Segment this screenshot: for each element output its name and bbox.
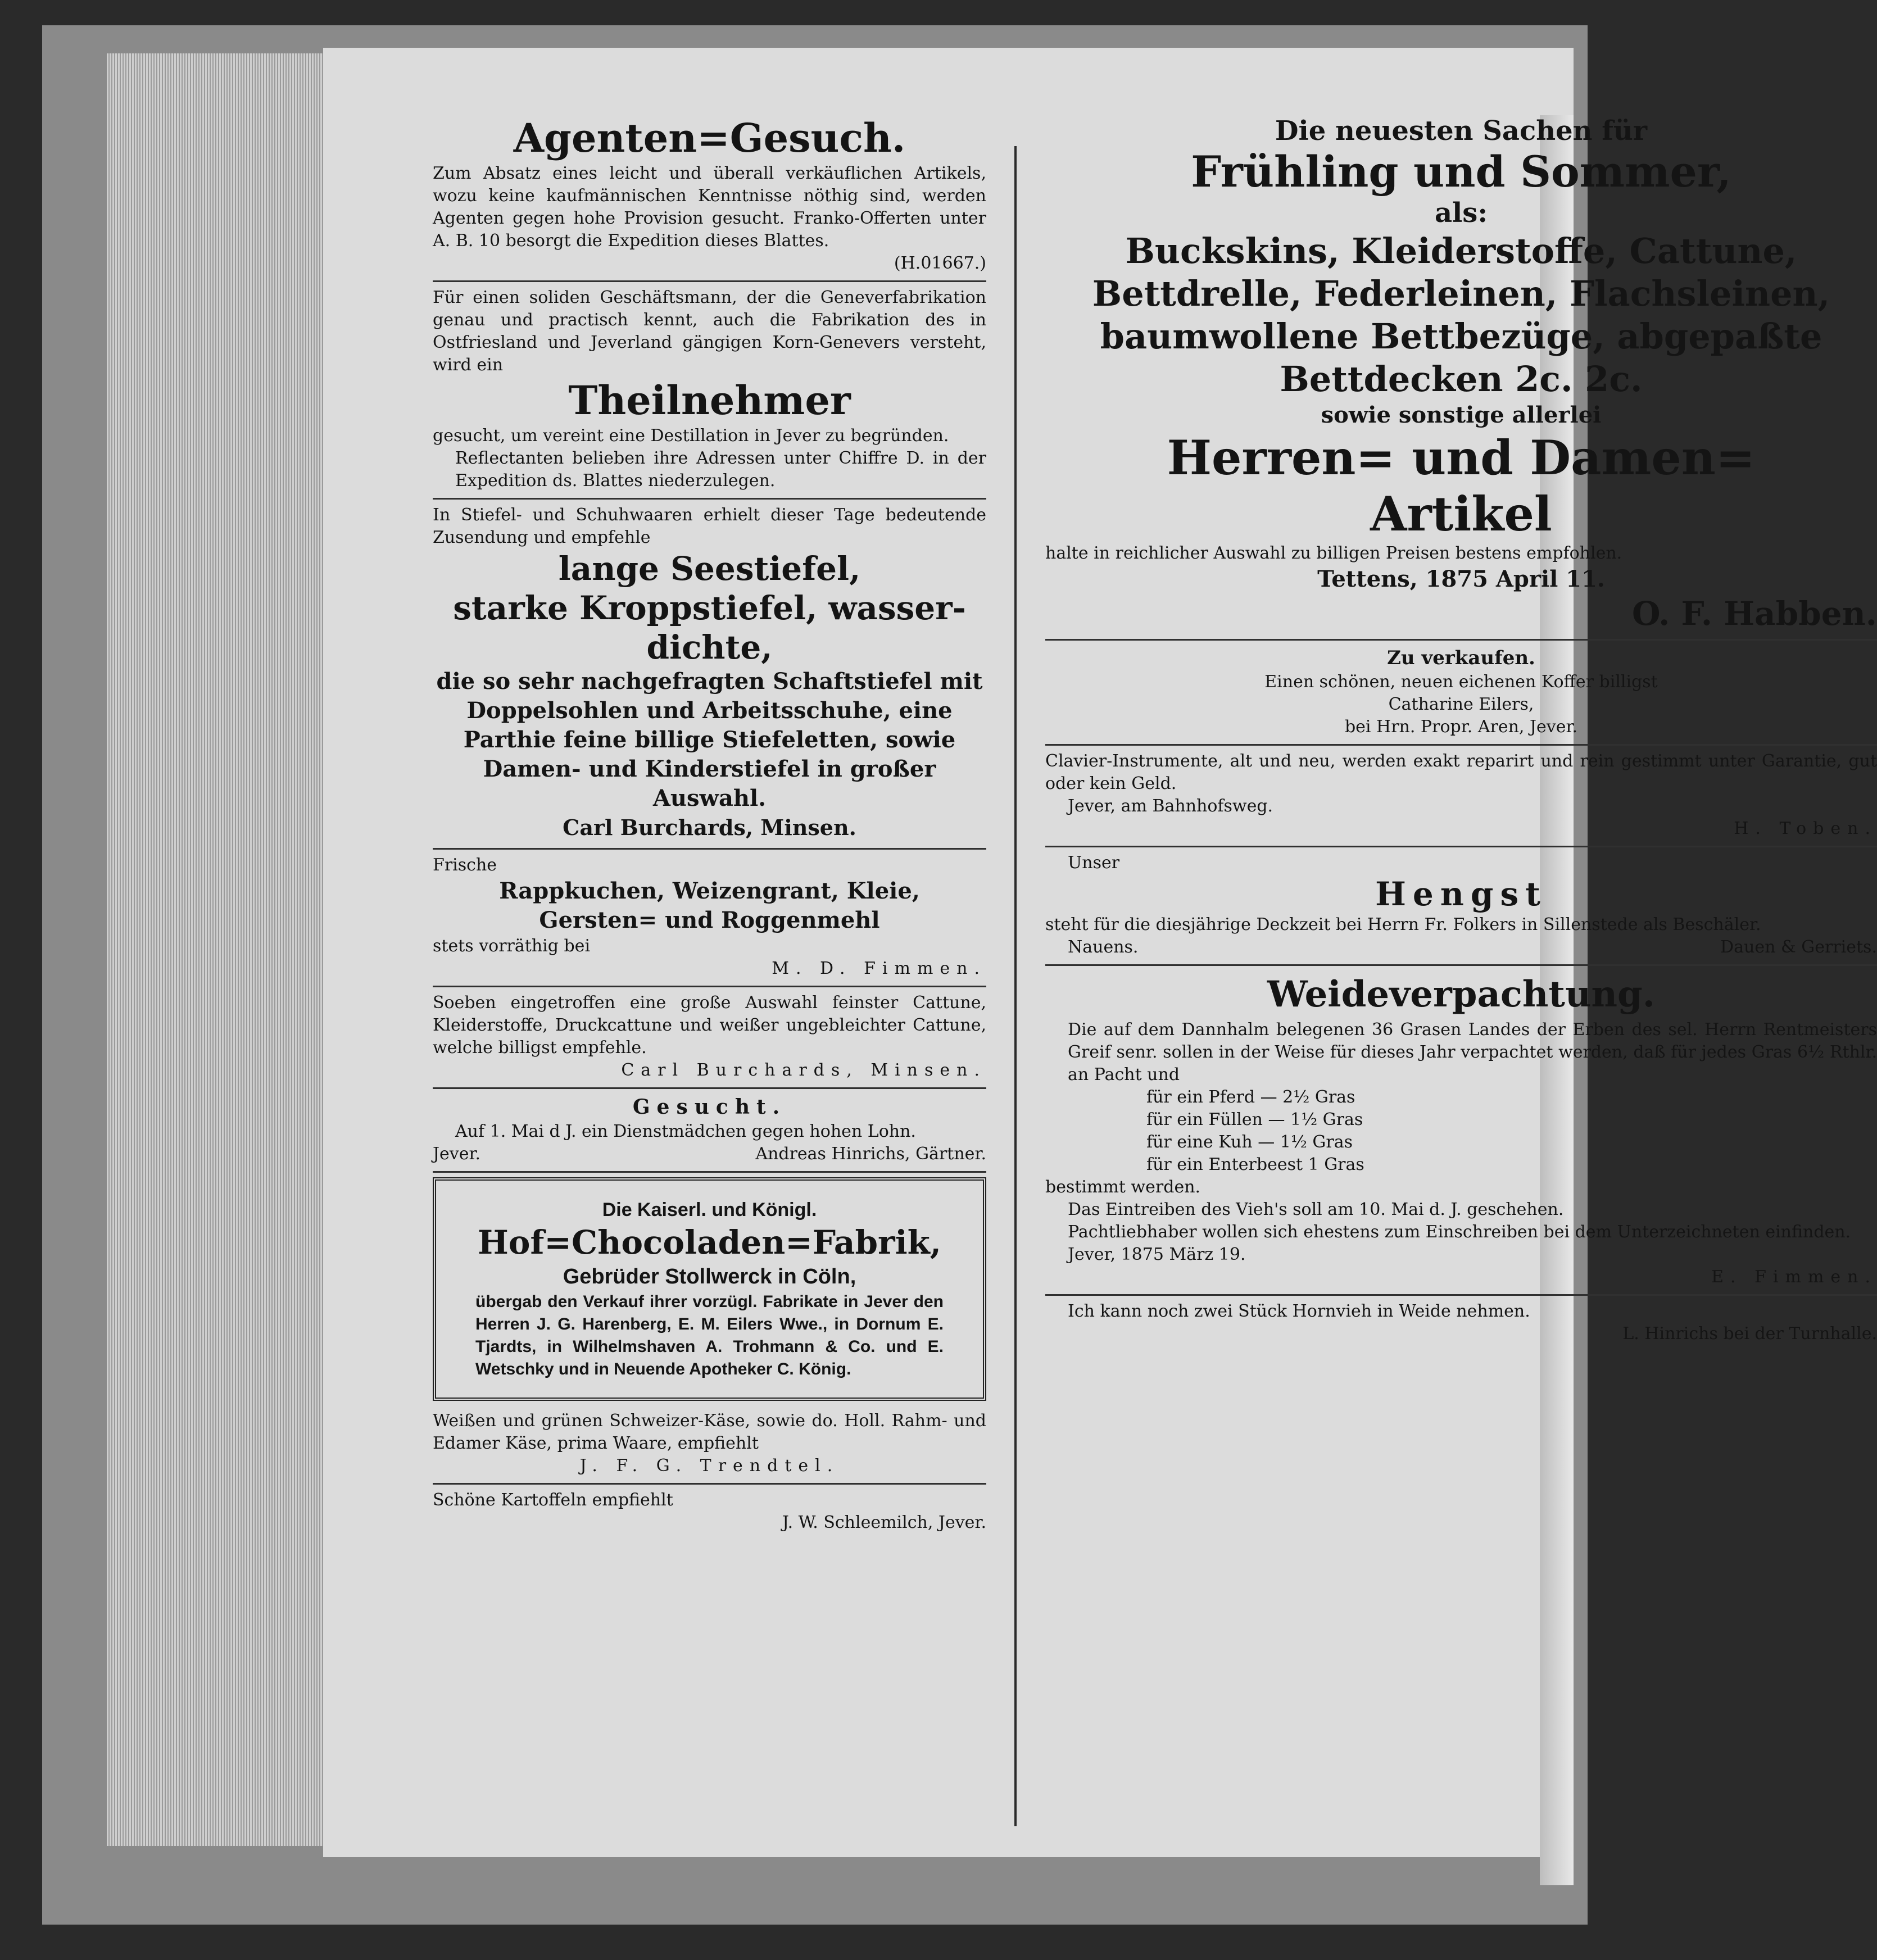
ad-body: übergab den Verkauf ihrer vorzügl. Fabrikate in Jever den Herren J. G. Harenberg, E. M. Eilers Wwe., in Dornum E. Tjardts, in Wilhelmshaven A. Trohmann & Co. und E. Wetschky und in Neuende Apotheker C. König.: [475, 1292, 944, 1378]
list-item: für ein Pferd — 2½ Gras: [1146, 1087, 1355, 1107]
ad-body: Soeben eingetroffen eine große Auswahl feinster Cattune, Kleiderstoffe, Druckcattune und weißer ungebleichter Cattune, welche billigst empfehle.: [433, 993, 986, 1058]
ad-signature-row: [1045, 936, 1877, 959]
ad-title: Gesucht.: [632, 1095, 787, 1119]
ad-line-3: dichte,: [646, 628, 773, 666]
ad-signature: Dauen & Gerriets.: [1720, 937, 1877, 957]
ad-body: Schöne Kartoffeln empfiehlt: [433, 1490, 673, 1510]
ad-body: stets vorräthig bei: [433, 936, 591, 956]
ad-after: bestimmt werden.: [1045, 1177, 1201, 1197]
ad-code: (H.01667.): [894, 253, 986, 273]
ad-line-6: Herren= und Damen=: [1167, 430, 1756, 486]
ad-line-3: Gebrüder Stollwerck in Cöln,: [563, 1265, 856, 1288]
ad-dateline: Jever, 1875 März 19.: [1068, 1245, 1246, 1264]
ad-rappkuchen: [433, 850, 986, 987]
ad-signature: H. Toben.: [1734, 819, 1877, 838]
ad-intro: In Stiefel- und Schuhwaaren erhielt dieser Tage bedeutende Zusendung und empfehle: [433, 505, 986, 547]
ad-zu-verkaufen: [1045, 641, 1877, 746]
newspaper-page: [323, 48, 1877, 1857]
ad-body: Clavier-Instrumente, alt und neu, werden exakt reparirt und rein gestimmt unter Garantie, gut oder kein Geld.: [1045, 751, 1877, 793]
ad-title: Hengst: [1375, 875, 1547, 913]
ad-line-2: starke Kroppstiefel, wasser-: [453, 589, 966, 627]
list-item: für ein Füllen — 1½ Gras: [1146, 1110, 1363, 1129]
ad-body: Weißen und grünen Schweizer-Käse, sowie do. Holl. Rahm- und Edamer Käse, prima Waare, empfiehlt: [433, 1411, 986, 1453]
ad-paragraph-3: Pachtliebhaber wollen sich ehestens zum Einschreiben bei dem Unterzeichneten einfinden.: [1068, 1222, 1851, 1242]
ad-signature: E. Fimmen.: [1711, 1267, 1877, 1287]
ad-line-1: lange Seestiefel,: [558, 550, 861, 588]
ad-theilnehmer: [433, 282, 986, 500]
ad-line-2: Frühling und Sommer,: [1191, 147, 1731, 197]
ad-weideverpachtung: [1045, 966, 1877, 1296]
ad-hornvieh: [1045, 1296, 1877, 1351]
ad-signature: Carl Burchards, Minsen.: [563, 815, 856, 840]
ad-signature: J. W. Schleemilch, Jever.: [782, 1513, 986, 1532]
ad-place: Jever.: [433, 1144, 481, 1164]
ad-signature: Andreas Hinrichs, Gärtner.: [755, 1144, 986, 1164]
ad-body: steht für die diesjährige Deckzeit bei Herrn Fr. Folkers in Sillenstede als Beschäler.: [1045, 915, 1761, 934]
ad-title: Zu verkaufen.: [1387, 647, 1535, 669]
ad-signature: J. F. G. Trendtel.: [579, 1456, 840, 1476]
ad-signature-2: bei Hrn. Propr. Aren, Jever.: [1344, 717, 1578, 737]
ad-body: Zum Absatz eines leicht und überall verkäuflichen Artikels, wozu keine kaufmännischen Kenntnisse nöthig sind, werden Agenten gegen hohe Provision gesucht. Franko-Offerten unter A. B. 10 besorgt die Expedition dieses Blattes.: [433, 164, 986, 251]
ad-body: gesucht, um vereint eine Destillation in Jever zu begründen.: [433, 426, 949, 446]
ad-title: Weideverpachtung.: [1267, 973, 1656, 1015]
ad-kartoffeln: [433, 1485, 986, 1540]
ad-line-4: die so sehr nachgefragten Schaftstiefel mit Doppelsohlen und Arbeitsschuhe, eine Parthie feine billige Stiefeletten, sowie Damen- und Kinderstiefel in großer Auswahl.: [436, 668, 983, 811]
ad-clavier: [1045, 746, 1877, 847]
ad-place: Jever, am Bahnhofsweg.: [1068, 796, 1273, 816]
ad-line-4: Buckskins, Kleiderstoffe, Cattune, Bettdrelle, Federleinen, Flachsleinen, baumwollene Bettbezüge, abgepaßte Bettdecken 2c. 2c.: [1092, 230, 1830, 400]
ad-cattune: [433, 987, 986, 1089]
ad-title: Theilnehmer: [568, 377, 851, 424]
ad-body: Einen schönen, neuen eichenen Koffer billigst: [1264, 672, 1658, 692]
ad-line-1: Die Kaiserl. und Königl.: [602, 1199, 817, 1221]
ad-signature: L. Hinrichs bei der Turnhalle.: [1622, 1324, 1877, 1344]
ad-gesucht: [433, 1089, 986, 1173]
ad-signature-row: [433, 1143, 986, 1165]
ad-signature: M. D. Fimmen.: [772, 959, 986, 978]
ad-line-3: als:: [1434, 197, 1488, 229]
ad-title: Agenten=Gesuch.: [513, 115, 906, 161]
ad-hengst: [1045, 847, 1877, 966]
ad-line-1: Die neuesten Sachen für: [1275, 115, 1648, 147]
ad-body: halte in reichlicher Auswahl zu billigen Preisen bestens empfohlen.: [1045, 543, 1622, 563]
ad-line-5: sowie sonstige allerlei: [1321, 402, 1602, 428]
column-divider: [1014, 146, 1017, 1826]
ad-line-2: Gersten= und Roggenmehl: [539, 907, 880, 933]
ad-intro: Unser: [1068, 853, 1120, 873]
ad-note: Reflectanten belieben ihre Adressen unter Chiffre D. in der Expedition ds. Blattes niederzulegen.: [455, 448, 986, 491]
ad-signature: O. F. Habben.: [1632, 595, 1877, 633]
ad-line-7: Artikel: [1370, 486, 1552, 542]
ad-fruehling-sommer: [1045, 110, 1877, 641]
ad-dateline: Tettens, 1875 April 11.: [1317, 566, 1605, 592]
ad-body: Auf 1. Mai d J. ein Dienstmädchen gegen hohen Lohn.: [455, 1122, 916, 1141]
ad-signature: Carl Burchards, Minsen.: [621, 1060, 986, 1080]
right-column: [1045, 110, 1877, 1351]
ad-stiefel: [433, 500, 986, 850]
ad-stollwerck: [475, 1197, 944, 1381]
ad-stollwerck-frame: [433, 1177, 986, 1401]
left-column: [433, 110, 986, 1540]
ad-kaese: [433, 1405, 986, 1485]
page-edges: [107, 53, 329, 1846]
ad-line-1: Rappkuchen, Weizengrant, Kleie,: [499, 878, 920, 904]
ad-place: Nauens.: [1068, 937, 1139, 957]
ad-agenten-gesuch: [433, 110, 986, 282]
ad-signature-1: Catharine Eilers,: [1388, 695, 1534, 714]
list-item: für ein Enterbeest 1 Gras: [1146, 1155, 1364, 1174]
ad-intro: Für einen soliden Geschäftsmann, der die Geneverfabrikation genau und practisch kennt, auch die Fabrikation des in Ostfriesland und Jeverland gängigen Korn-Genevers versteht, wird ein: [433, 288, 986, 375]
ad-body: Die auf dem Dannhalm belegenen 36 Grasen Landes der Erben des sel. Herrn Rentmeisters Greif senr. sollen in der Weise für dieses Jahr verpachtet werden, daß für jedes Gras 6½ Rthlr. an Pacht und: [1068, 1020, 1877, 1085]
list-item: für eine Kuh — 1½ Gras: [1146, 1132, 1353, 1152]
ad-body: Ich kann noch zwei Stück Hornvieh in Weide nehmen.: [1068, 1301, 1530, 1321]
ad-intro: Frische: [433, 855, 497, 875]
ad-line-2: Hof=Chocoladen=Fabrik,: [478, 1223, 941, 1262]
ad-paragraph-2: Das Eintreiben des Vieh's soll am 10. Mai d. J. geschehen.: [1068, 1200, 1564, 1219]
